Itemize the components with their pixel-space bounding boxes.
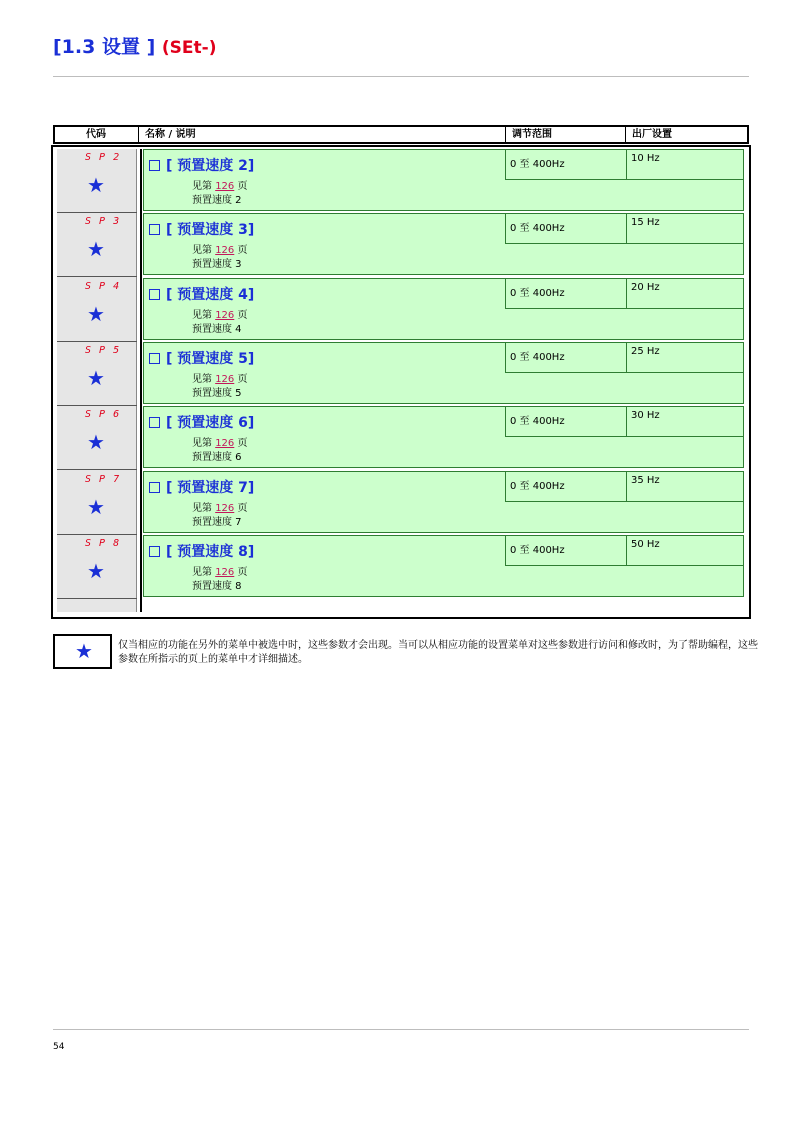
checkbox-icon — [149, 289, 160, 300]
cell-divider — [505, 343, 506, 373]
page-title-main: [1.3 设置 ] — [53, 36, 156, 58]
checkbox-icon — [149, 224, 160, 235]
see-suffix: 页 — [237, 181, 248, 192]
param-description: 预置速度 3 — [192, 259, 242, 270]
param-name-text: [ 预置速度 5] — [166, 351, 255, 367]
page-reference — [192, 437, 247, 450]
see-prefix: 见第 — [192, 503, 212, 514]
page-link[interactable]: 126 — [215, 245, 235, 256]
header-divider — [625, 127, 626, 142]
code-cell — [57, 213, 137, 277]
page-link[interactable]: 126 — [215, 310, 235, 321]
page-reference — [192, 180, 247, 193]
param-name-text: [ 预置速度 4] — [166, 287, 255, 303]
star-icon: ★ — [87, 173, 105, 197]
star-icon: ★ — [87, 237, 105, 261]
cell-divider — [505, 372, 744, 373]
page-link[interactable]: 126 — [215, 567, 235, 578]
cell-divider — [626, 407, 627, 437]
cell-divider — [505, 279, 506, 309]
param-default: 15 Hz — [631, 217, 660, 228]
code-cell — [57, 471, 137, 535]
checkbox-icon — [149, 546, 160, 557]
cell-divider — [626, 472, 627, 502]
param-cell — [143, 342, 744, 404]
top-divider — [53, 76, 749, 77]
see-suffix: 页 — [237, 310, 248, 321]
page-reference — [192, 244, 247, 257]
param-cell — [143, 149, 744, 211]
param-default: 50 Hz — [631, 539, 660, 550]
param-name-text: [ 预置速度 2] — [166, 158, 255, 174]
param-name — [149, 219, 254, 239]
param-code: S P 6 — [85, 409, 121, 420]
code-cell — [57, 278, 137, 342]
see-suffix: 页 — [237, 374, 248, 385]
table-header — [53, 125, 749, 144]
cell-divider — [626, 279, 627, 309]
header-divider — [505, 127, 506, 142]
param-name — [149, 477, 254, 497]
checkbox-icon — [149, 160, 160, 171]
param-description: 预置速度 2 — [192, 195, 242, 206]
checkbox-icon — [149, 353, 160, 364]
cell-divider — [505, 436, 744, 437]
star-icon: ★ — [87, 302, 105, 326]
table-row — [0, 149, 800, 213]
cell-divider — [626, 214, 627, 244]
see-suffix: 页 — [237, 245, 248, 256]
see-prefix: 见第 — [192, 181, 212, 192]
param-range: 0 至 400Hz — [510, 416, 565, 427]
table-row — [0, 406, 800, 470]
header-default: 出厂设置 — [632, 129, 672, 140]
param-range: 0 至 400Hz — [510, 288, 565, 299]
cell-divider — [505, 150, 506, 180]
see-prefix: 见第 — [192, 374, 212, 385]
param-code: S P 3 — [85, 216, 121, 227]
param-cell — [143, 535, 744, 597]
page-reference — [192, 309, 247, 322]
param-name — [149, 284, 254, 304]
header-range: 调节范围 — [512, 129, 552, 140]
param-code: S P 5 — [85, 345, 121, 356]
param-range: 0 至 400Hz — [510, 223, 565, 234]
table-row — [0, 342, 800, 406]
cell-divider — [505, 308, 744, 309]
param-name — [149, 412, 254, 432]
param-cell — [143, 471, 744, 533]
param-range: 0 至 400Hz — [510, 481, 565, 492]
param-code: S P 4 — [85, 281, 121, 292]
param-name — [149, 348, 254, 368]
page-reference — [192, 502, 247, 515]
header-code: 代码 — [86, 129, 106, 140]
param-description: 预置速度 5 — [192, 388, 242, 399]
star-icon: ★ — [87, 366, 105, 390]
param-name-text: [ 预置速度 7] — [166, 480, 255, 496]
star-icon: ★ — [87, 559, 105, 583]
param-description: 预置速度 7 — [192, 517, 242, 528]
cell-divider — [626, 150, 627, 180]
param-name-text: [ 预置速度 8] — [166, 544, 255, 560]
code-cell — [57, 342, 137, 406]
param-code: S P 2 — [85, 152, 121, 163]
param-description: 预置速度 4 — [192, 324, 242, 335]
param-range: 0 至 400Hz — [510, 159, 565, 170]
cell-divider — [626, 343, 627, 373]
cell-divider — [505, 501, 744, 502]
see-prefix: 见第 — [192, 438, 212, 449]
param-default: 25 Hz — [631, 346, 660, 357]
param-code: S P 8 — [85, 538, 121, 549]
header-divider — [138, 127, 139, 142]
see-suffix: 页 — [237, 567, 248, 578]
cell-divider — [505, 243, 744, 244]
star-icon: ★ — [87, 430, 105, 454]
star-icon: ★ — [87, 495, 105, 519]
cell-divider — [505, 536, 506, 566]
page-link[interactable]: 126 — [215, 503, 235, 514]
code-cell — [57, 406, 137, 470]
note-text: 仅当相应的功能在另外的菜单中被选中时，这些参数才会出现。当可以从相应功能的设置菜单对这些参数进行访问和修改时，为了帮助编程，这些参数在所指示的页上的菜单中才详细描述。 — [118, 640, 758, 665]
param-description: 预置速度 8 — [192, 581, 242, 592]
cell-divider — [505, 214, 506, 244]
param-name-text: [ 预置速度 3] — [166, 222, 255, 238]
table-row — [0, 213, 800, 277]
cell-divider — [626, 536, 627, 566]
param-cell — [143, 278, 744, 340]
param-default: 30 Hz — [631, 410, 660, 421]
param-range: 0 至 400Hz — [510, 352, 565, 363]
page-link[interactable]: 126 — [215, 374, 235, 385]
see-suffix: 页 — [237, 438, 248, 449]
param-name-text: [ 预置速度 6] — [166, 415, 255, 431]
cell-divider — [505, 407, 506, 437]
param-default: 35 Hz — [631, 475, 660, 486]
page-title — [53, 32, 216, 59]
page-reference — [192, 373, 247, 386]
see-prefix: 见第 — [192, 310, 212, 321]
table-row — [0, 278, 800, 342]
param-code: S P 7 — [85, 474, 121, 485]
page-link[interactable]: 126 — [215, 181, 235, 192]
param-cell — [143, 406, 744, 468]
checkbox-icon — [149, 417, 160, 428]
param-cell — [143, 213, 744, 275]
see-prefix: 见第 — [192, 245, 212, 256]
bottom-divider — [53, 1029, 749, 1030]
page-number: 54 — [53, 1042, 65, 1052]
code-cell — [57, 149, 137, 213]
note-star-box — [53, 634, 112, 669]
see-suffix: 页 — [237, 503, 248, 514]
code-cell — [57, 535, 137, 599]
param-default: 20 Hz — [631, 282, 660, 293]
page-link[interactable]: 126 — [215, 438, 235, 449]
param-description: 预置速度 6 — [192, 452, 242, 463]
param-name — [149, 541, 254, 561]
param-default: 10 Hz — [631, 153, 660, 164]
header-name: 名称 / 说明 — [145, 129, 196, 140]
see-prefix: 见第 — [192, 567, 212, 578]
table-row — [0, 471, 800, 535]
cell-divider — [505, 179, 744, 180]
cell-divider — [505, 472, 506, 502]
star-icon: ★ — [75, 639, 93, 663]
page-title-code: (SEt-) — [161, 38, 217, 58]
cell-divider — [505, 565, 744, 566]
param-name — [149, 155, 254, 175]
checkbox-icon — [149, 482, 160, 493]
page-reference — [192, 566, 247, 579]
table-row — [0, 535, 800, 599]
param-range: 0 至 400Hz — [510, 545, 565, 556]
